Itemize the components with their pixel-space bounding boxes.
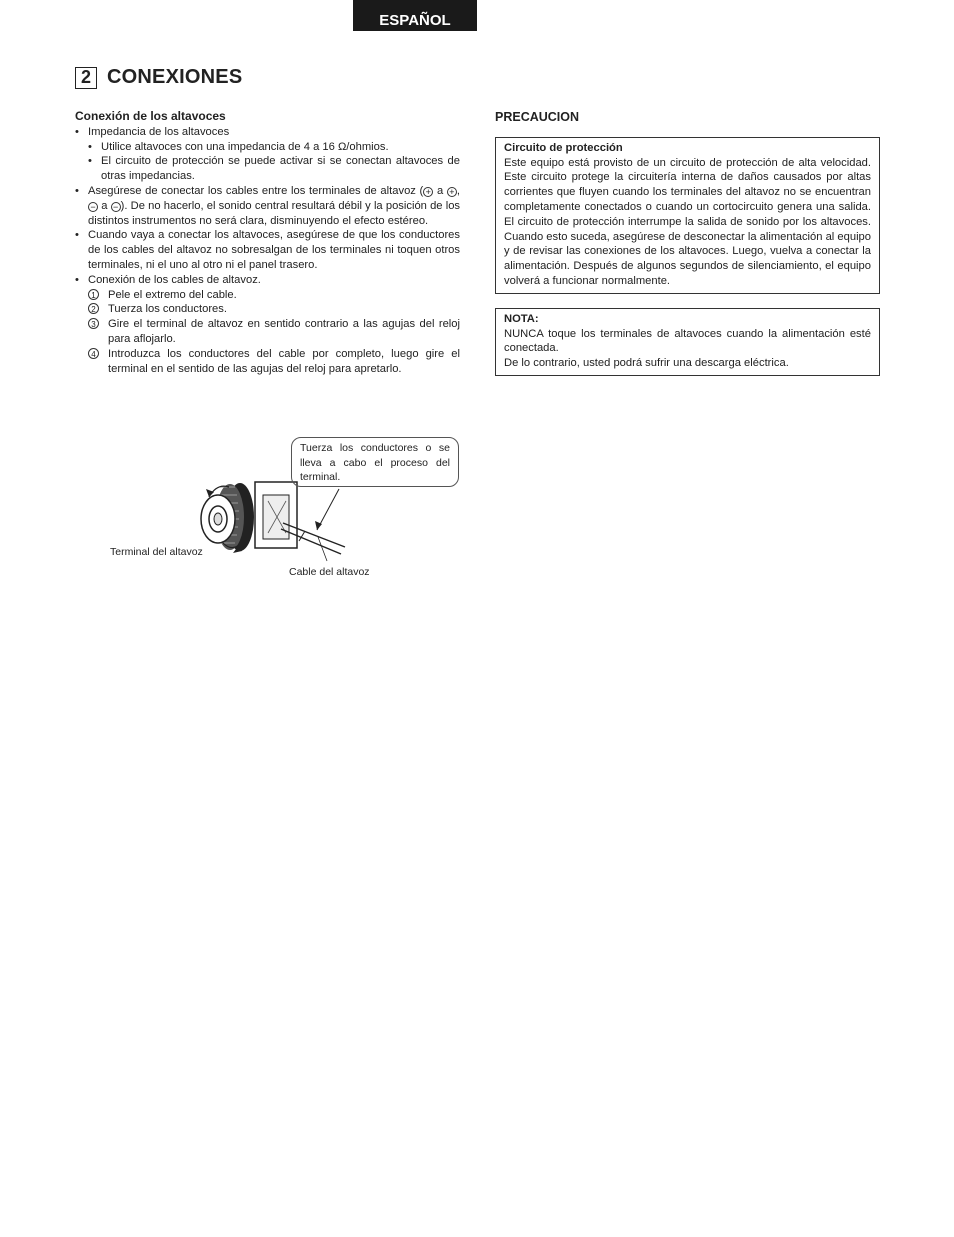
minus-symbol-icon: − [88, 202, 98, 212]
callout-note: Tuerza los conductores o se lleva a cabo el proceso del terminal. [291, 437, 459, 487]
step-item: 4 Introduzca los conductores del cable por completo, luego gire el terminal en el sentido de las agujas del reloj para apretarlo. [88, 347, 460, 377]
plus-symbol-icon: + [447, 187, 457, 197]
note-text: NUNCA toque los terminales de altavoces cuando la alimentación esté conectada. [504, 327, 871, 355]
bullet: • [75, 229, 79, 242]
step-item: 1 Pele el extremo del cable. [88, 288, 460, 303]
step-number: 4 [88, 348, 99, 359]
bullet: • [88, 140, 92, 153]
step-item: 2 Tuerza los conductores. [88, 302, 460, 317]
plus-symbol-icon: + [423, 187, 433, 197]
bullet: • [75, 125, 79, 138]
protection-circuit-box [495, 137, 880, 294]
right-column [495, 110, 880, 376]
list-item: • El circuito de protección se puede activar si se conectan altavoces de otras impedancias. [88, 155, 460, 183]
note-box [495, 308, 880, 376]
speaker-connection-heading: Conexión de los altavoces [75, 109, 226, 123]
list-item: • Conexión de los cables de altavoz. [75, 273, 261, 286]
protection-circuit-title: Circuito de protección [504, 141, 623, 154]
cable-label: Cable del altavoz [289, 566, 370, 578]
step-number: 1 [88, 289, 99, 300]
step-item: 3 Gire el terminal de altavoz en sentido contrario a las agujas del reloj para aflojarlo. [88, 317, 460, 347]
list-item: • Impedancia de los altavoces [75, 125, 230, 138]
section-title [75, 66, 242, 89]
bullet: • [88, 155, 92, 168]
list-item: • Utilice altavoces con una impedancia de 4 a 16 Ω/ohmios. [88, 140, 389, 153]
step-number: 2 [88, 303, 99, 314]
left-column [75, 109, 460, 376]
note-title: NOTA: [504, 312, 539, 325]
bullet: • [75, 184, 79, 197]
terminal-label: Terminal del altavoz [110, 546, 203, 558]
precaution-heading: PRECAUCION [495, 110, 580, 124]
section-number: 2 [75, 67, 97, 89]
step-number: 3 [88, 318, 99, 329]
section-heading: CONEXIONES [107, 66, 243, 88]
list-item: • Asegúrese de conectar los cables entre los terminales de altavoz ( + a + , − a − ). De no hacerlo, el sonido central resultará débil y la posición de los distintos instrumentos no será clara, disminuyendo el efecto estéreo. [75, 184, 461, 227]
list-item: • Cuando vaya a conectar los altavoces, asegúrese de que los conductores de los cables del altavoz no sobresalgan de los terminales ni toquen otros terminales, ni el uno al otro ni el panel trasero. [75, 229, 460, 271]
language-tab: ESPAÑOL [353, 0, 477, 31]
protection-circuit-text: Este equipo está provisto de un circuito de protección de alta velocidad. Este circuito protege la circuitería interna de daños causados por altas corrientes que fluyen cuando los terminales del altavoz no se encuentran completamente conectados o cuando un cortocircuito genera una salida. El circuito de protección interrumpe la salida de sonido por los altavoces. Cuando esto suceda, asegúrese de desconectar la alimentación al equipo y de revisar las conexiones de los altavoces. Luego, vuelva a conectar la alimentación. Después de algunos segundos de silenciamiento, el equipo volverá a funcionar normalmente. [504, 156, 871, 287]
minus-symbol-icon: − [111, 202, 121, 212]
note-text: De lo contrario, usted podrá sufrir una descarga eléctrica. [504, 357, 789, 370]
speaker-terminal-diagram [105, 437, 465, 587]
bullet: • [75, 273, 79, 286]
